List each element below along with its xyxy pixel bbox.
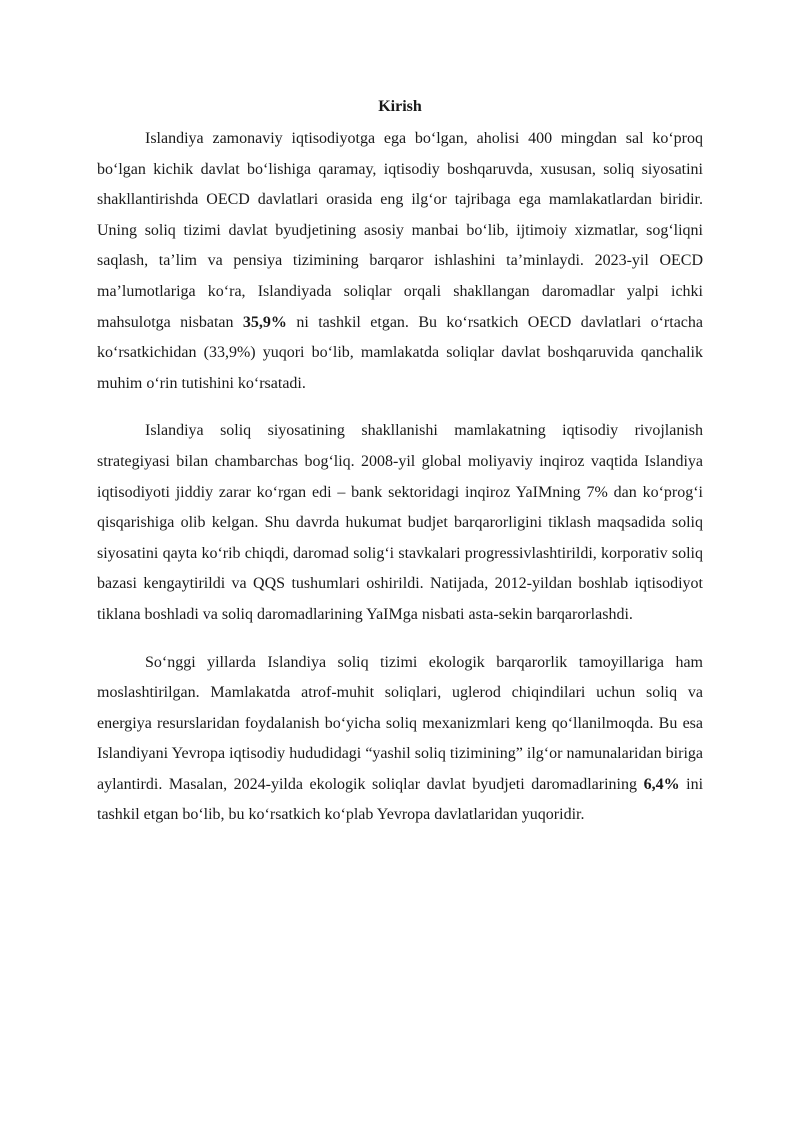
highlight-tax-ratio: 35,9% bbox=[242, 313, 287, 331]
paragraph-text: So‘nggi yillarda Islandiya soliq tizimi ekologik barqarorlik tamoyillariga ham moslashtirilgan. Mamlakatda atrof-muhit soliqlari, uglerod chiqindilari uchun soliq va energiya resurslaridan foydalanish bo‘yicha soliq mexanizmlari keng qo‘llanilmoqda. Bu esa Islandiyani Yevropa iqtisodiy hududidagi “yashil soliq tizimining” ilg‘or namunalaridan biriga aylantirdi. Masalan, 2024-yilda ekologik soliqlar davlat byudjeti daromadlarining bbox=[97, 653, 703, 793]
paragraph-text: ini tashkil etgan bo‘lib, bu ko‘rsatkich ko‘plab Yevropa davlatlaridan yuqoridir. bbox=[97, 775, 704, 824]
highlight-eco-tax-share: 6,4% bbox=[643, 775, 680, 793]
paragraph-text: Islandiya soliq siyosatining shakllanishi mamlakatning iqtisodiy rivojlanish strategiyasi bilan chambarchas bog‘liq. 2008-yil global moliyaviy inqiroz vaqtida Islandiya iqtisodiyoti jiddiy zarar ko‘rgan edi – bank sektoridagi inqiroz YaIMning 7% dan ko‘prog‘i qisqarishiga olib kelgan. Shu davrda hukumat budjet barqarorligini tiklash maqsadida soliq siyosatini qayta ko‘rib chiqdi, daromad solig‘i stavkalari progressivlashtirildi, korporativ soliq bazasi kengaytirildi va QQS tushumlari oshirildi. Natijada, 2012-yildan boshlab iqtisodiyot tiklana boshladi va soliq daromadlarining YaIMga nisbati asta-sekin barqarorlashdi. bbox=[97, 422, 703, 623]
paragraph-intro bbox=[97, 124, 703, 399]
paragraph-text: Islandiya zamonaviy iqtisodiyotga ega bo‘lgan, aholisi 400 mingdan sal ko‘proq bo‘lgan kichik davlat bo‘lishiga qaramay, iqtisodiy boshqaruvda, xususan, soliq siyosatini shakllantirishda OECD davlatlari orasida eng ilg‘or tajribaga ega mamlakatlardan biridir. Uning soliq tizimi davlat byudjetining asosiy manbai bo‘lib, ijtimoiy xizmatlar, sog‘liqni saqlash, ta’lim va pensiya tizimining barqaror ishlashini ta’minlaydi. 2023-yil OECD ma’lumotlariga ko‘ra, Islandiyada soliqlar orqali shakllangan daromadlar yalpi ichki mahsulotga nisbatan bbox=[97, 130, 703, 331]
document-page bbox=[97, 92, 703, 848]
paragraph-text: ni tashkil etgan. Bu ko‘rsatkich OECD davlatlari o‘rtacha ko‘rsatkichidan (33,9%) yuqori bo‘lib, mamlakatda soliqlar davlat boshqaruvida qanchalik muhim o‘rin tutishini ko‘rsatadi. bbox=[97, 313, 704, 392]
paragraph-history bbox=[97, 416, 703, 630]
paragraph-ecology bbox=[97, 648, 703, 832]
section-title: Kirish bbox=[378, 98, 422, 115]
